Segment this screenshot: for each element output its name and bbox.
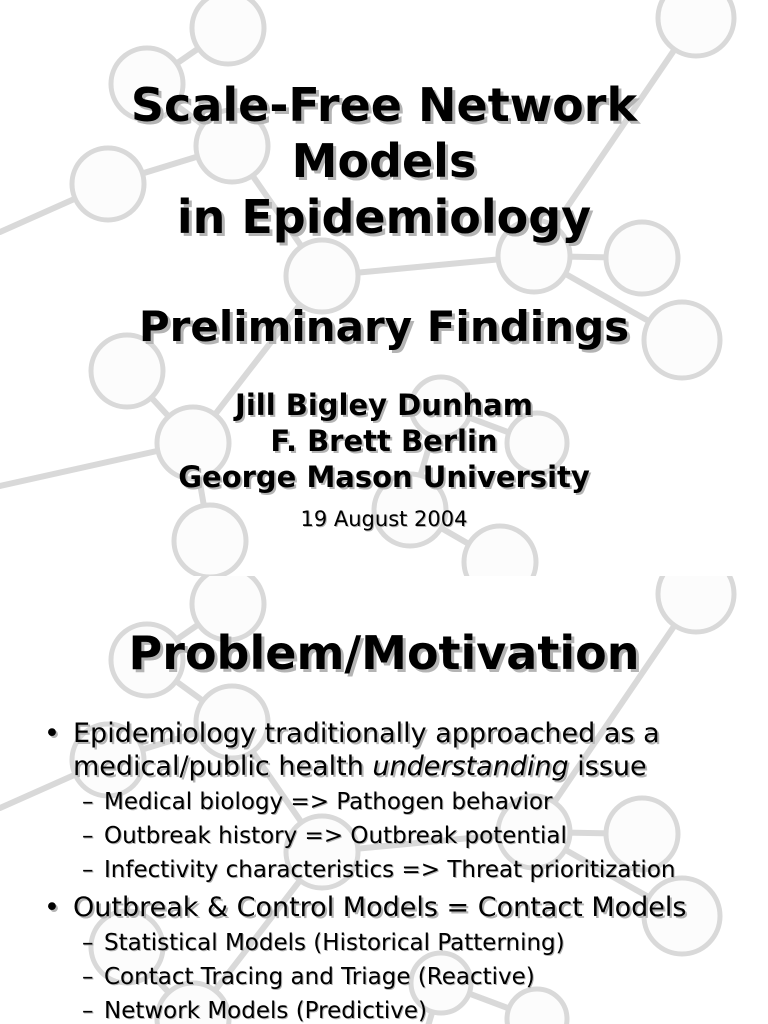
bullet-text: medical/public health (73, 751, 373, 782)
sub-bullet-text: Network Models (Predictive) (104, 997, 428, 1024)
slide-subtitle: Preliminary Findings (138, 302, 630, 351)
sub-bullet-item (0, 785, 768, 819)
sub-bullet-text: Infectivity characteristics => Threat prioritization (104, 856, 676, 883)
sub-bullet-marker: – (82, 856, 94, 883)
slide-title-line: Scale-Free Network (130, 78, 638, 132)
emphasis-text: understanding (372, 751, 569, 782)
author-block (0, 387, 768, 495)
bullet-text: issue (568, 751, 647, 782)
sub-bullet-text: Outbreak history => Outbreak potential (104, 822, 567, 849)
sub-bullet-item (0, 926, 768, 960)
sub-bullet-marker: – (82, 997, 94, 1024)
sub-bullet-item (0, 819, 768, 853)
sub-bullet-marker: – (82, 963, 94, 990)
bullet-text-line: Outbreak & Control Models = Contact Models (73, 892, 687, 923)
sub-bullet-text: Medical biology => Pathogen behavior (104, 788, 553, 815)
slide-problem-motivation (0, 576, 768, 1024)
slide-title-line: Models (291, 134, 477, 188)
bullet-marker: • (44, 718, 60, 749)
bullet-item (0, 891, 768, 924)
sub-bullet-item (0, 994, 768, 1024)
slide-title (0, 77, 768, 245)
sub-bullet-text: Statistical Models (Historical Patterning) (104, 929, 565, 956)
sub-bullet-item (0, 960, 768, 994)
affiliation-line: George Mason University (178, 460, 590, 494)
sub-bullet-marker: – (82, 822, 94, 849)
sub-bullet-marker: – (82, 929, 94, 956)
author-line: Jill Bigley Dunham (235, 388, 533, 422)
bullet-marker: • (44, 892, 60, 923)
bullet-text-line (73, 750, 768, 783)
slide-title-line: in Epidemiology (176, 190, 592, 244)
sub-bullet-item (0, 853, 768, 887)
sub-bullet-marker: – (82, 788, 94, 815)
bullet-list (0, 717, 768, 1024)
bullet-text-line: Epidemiology traditionally approached as a (73, 718, 660, 749)
sub-bullet-list (0, 926, 768, 1024)
presentation-date: 19 August 2004 (300, 507, 468, 531)
sub-bullet-list (0, 785, 768, 887)
sub-bullet-text: Contact Tracing and Triage (Reactive) (104, 963, 535, 990)
author-line: F. Brett Berlin (270, 424, 498, 458)
bullet-item (0, 717, 768, 783)
slide-title: Problem/Motivation (128, 626, 640, 680)
